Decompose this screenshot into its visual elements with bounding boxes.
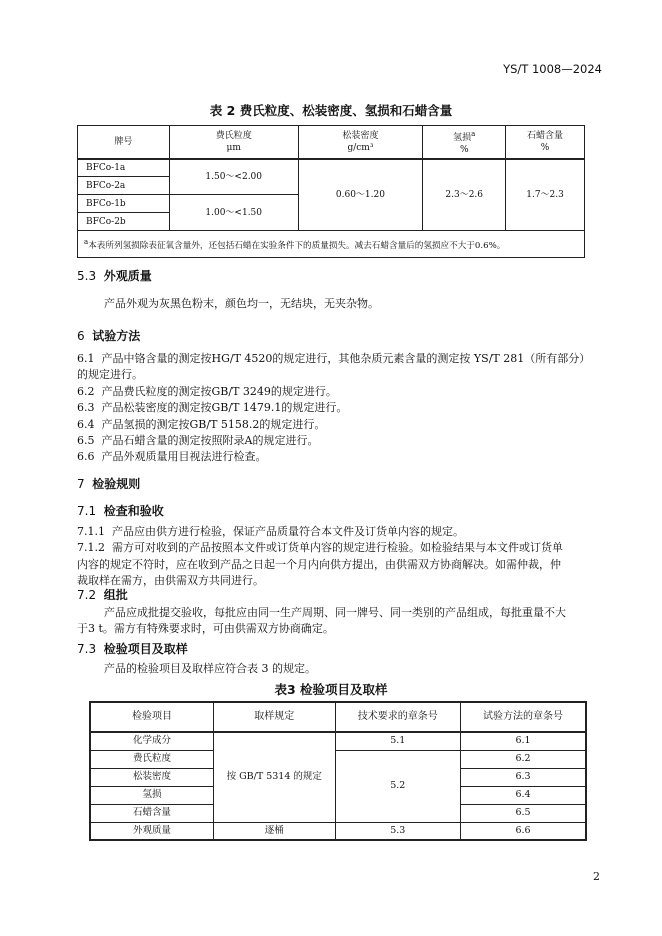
t3-method: 6.6 (461, 822, 587, 840)
t2-header-fisher: 费氏粒度 μm (169, 126, 298, 159)
section-7-heading: 7 检验规则 (77, 477, 141, 491)
section-6-items (77, 351, 607, 466)
t2-density: 0.60～1.20 (298, 159, 423, 231)
t2-paraffin: 1.7～2.3 (506, 159, 585, 231)
t3-req: 5.1 (335, 732, 460, 750)
clause-7-1-2: 7.1.2 需方可对收到的产品按照本文件或订货单内容的规定进行检验。如检验结果与本文件或订货单 (77, 541, 563, 555)
t2-grade-cell: BFCo-2b (78, 213, 170, 231)
table-row (90, 822, 586, 840)
section-7-3-heading: 7.3 检验项目及取样 (77, 642, 188, 656)
clause-7-1-1: 7.1.1 产品应由供方进行检验，保证产品质量符合本文件及订货单内容的规定。 (77, 525, 464, 538)
t3-method: 6.5 (461, 804, 587, 822)
list-item: 6.1 产品中铬含量的测定按HG/T 4520的规定进行，其他杂质元素含量的测定按 YS/T 281（所有部分） (77, 352, 591, 365)
document-code: YS/T 1008—2024 (503, 62, 602, 76)
t3-item: 外观质量 (90, 822, 213, 840)
clause-7-2-line: 于3 t。需方有特殊要求时，可由供需双方协商确定。 (77, 622, 334, 636)
table3-caption: 表3 检验项目及取样 (274, 682, 388, 697)
clause-7-1-2-line: 内容的规定不符时，应在收到产品之日起一个月内向供方提出，由供需双方协商解决。如需仲裁，仲 (77, 557, 561, 571)
t3-method: 6.3 (461, 768, 587, 786)
t2-header-hydrogen-loss: 氢损$^a$ % (423, 126, 506, 159)
t3-sampling-last: 逐桶 (213, 822, 335, 840)
section-7-2-body (77, 605, 607, 638)
table2 (77, 125, 585, 258)
t2-header-paraffin: 石蜡含量 % (506, 126, 585, 159)
t3-req: 5.3 (335, 822, 460, 840)
t3-method: 6.2 (461, 750, 587, 768)
t2-fisher-b: 1.00～<1.50 (169, 195, 298, 231)
table-row (78, 231, 585, 258)
section-5-3-text: 产品外观为灰黑色粉末，颜色均一，无结块，无夹杂物。 (104, 297, 379, 310)
t2-footnote: $^a$本表所列氢损除表征氧含量外，还包括石蜡在实验条件下的质量损失。减去石蜡含量后的氢损应不大于0.6%。 (78, 231, 585, 258)
list-item: 6.5 产品石蜡含量的测定按照附录A的规定进行。 (77, 434, 319, 448)
t3-header-requirement: 技术要求的章条号 (335, 702, 460, 732)
t2-fisher-a: 1.50～<2.00 (169, 159, 298, 195)
t3-item: 松装密度 (90, 768, 213, 786)
table-row (90, 732, 586, 750)
t3-item: 费氏粒度 (90, 750, 213, 768)
clause-7-1-2-line: 裁取样在需方，由供需双方共同进行。 (77, 574, 264, 588)
list-item: 6.3 产品松装密度的测定按GB/T 1479.1的规定进行。 (77, 401, 348, 415)
table3 (89, 701, 587, 841)
t3-item: 化学成分 (90, 732, 213, 750)
t3-item: 石蜡含量 (90, 804, 213, 822)
list-item: 6.4 产品氢损的测定按GB/T 5158.2的规定进行。 (77, 417, 326, 431)
clause-7-2-line: 产品应成批提交验收，每批应由同一生产周期、同一牌号、同一类别的产品组成，每批重量不大 (104, 606, 566, 619)
t3-header-item: 检验项目 (90, 702, 213, 732)
table-row (78, 159, 585, 177)
table2-caption: 表 2 费氏粒度、松装密度、氢损和石蜡含量 (209, 103, 453, 118)
t3-method: 6.1 (461, 732, 587, 750)
list-item: 的规定进行。 (77, 368, 143, 382)
t2-hydrogen-loss: 2.3～2.6 (423, 159, 506, 231)
page-number: 2 (593, 870, 600, 883)
table3-header-row (90, 702, 586, 732)
t3-req: 5.2 (335, 750, 460, 822)
t3-header-sampling: 取样规定 (213, 702, 335, 732)
section-6-heading: 6 试验方法 (77, 329, 141, 343)
list-item: 6.2 产品费氏粒度的测定按GB/T 3249的规定进行。 (77, 384, 337, 398)
section-7-3-text: 产品的检验项目及取样应符合表 3 的规定。 (104, 662, 316, 675)
table2-header-row (78, 126, 585, 159)
t3-sampling-main: 按 GB/T 5314 的规定 (213, 732, 335, 822)
list-item: 6.6 产品外观质量用目视法进行检查。 (77, 450, 267, 464)
section-7-2-heading: 7.2 组批 (77, 588, 128, 602)
section-5-3-heading: 5.3 外观质量 (77, 269, 152, 283)
t3-item: 氢损 (90, 786, 213, 804)
t2-header-density: 松装密度 g/cm³ (298, 126, 423, 159)
section-7-1-heading: 7.1 检查和验收 (77, 504, 164, 518)
section-7-1-body (77, 524, 607, 590)
t3-header-method: 试验方法的章条号 (461, 702, 587, 732)
t2-grade-cell: BFCo-1b (78, 195, 170, 213)
t3-method: 6.4 (461, 786, 587, 804)
t2-header-grade: 牌号 (78, 126, 170, 159)
t2-grade-cell: BFCo-2a (78, 177, 170, 195)
t2-grade-cell: BFCo-1a (78, 159, 170, 177)
table-row (90, 750, 586, 768)
